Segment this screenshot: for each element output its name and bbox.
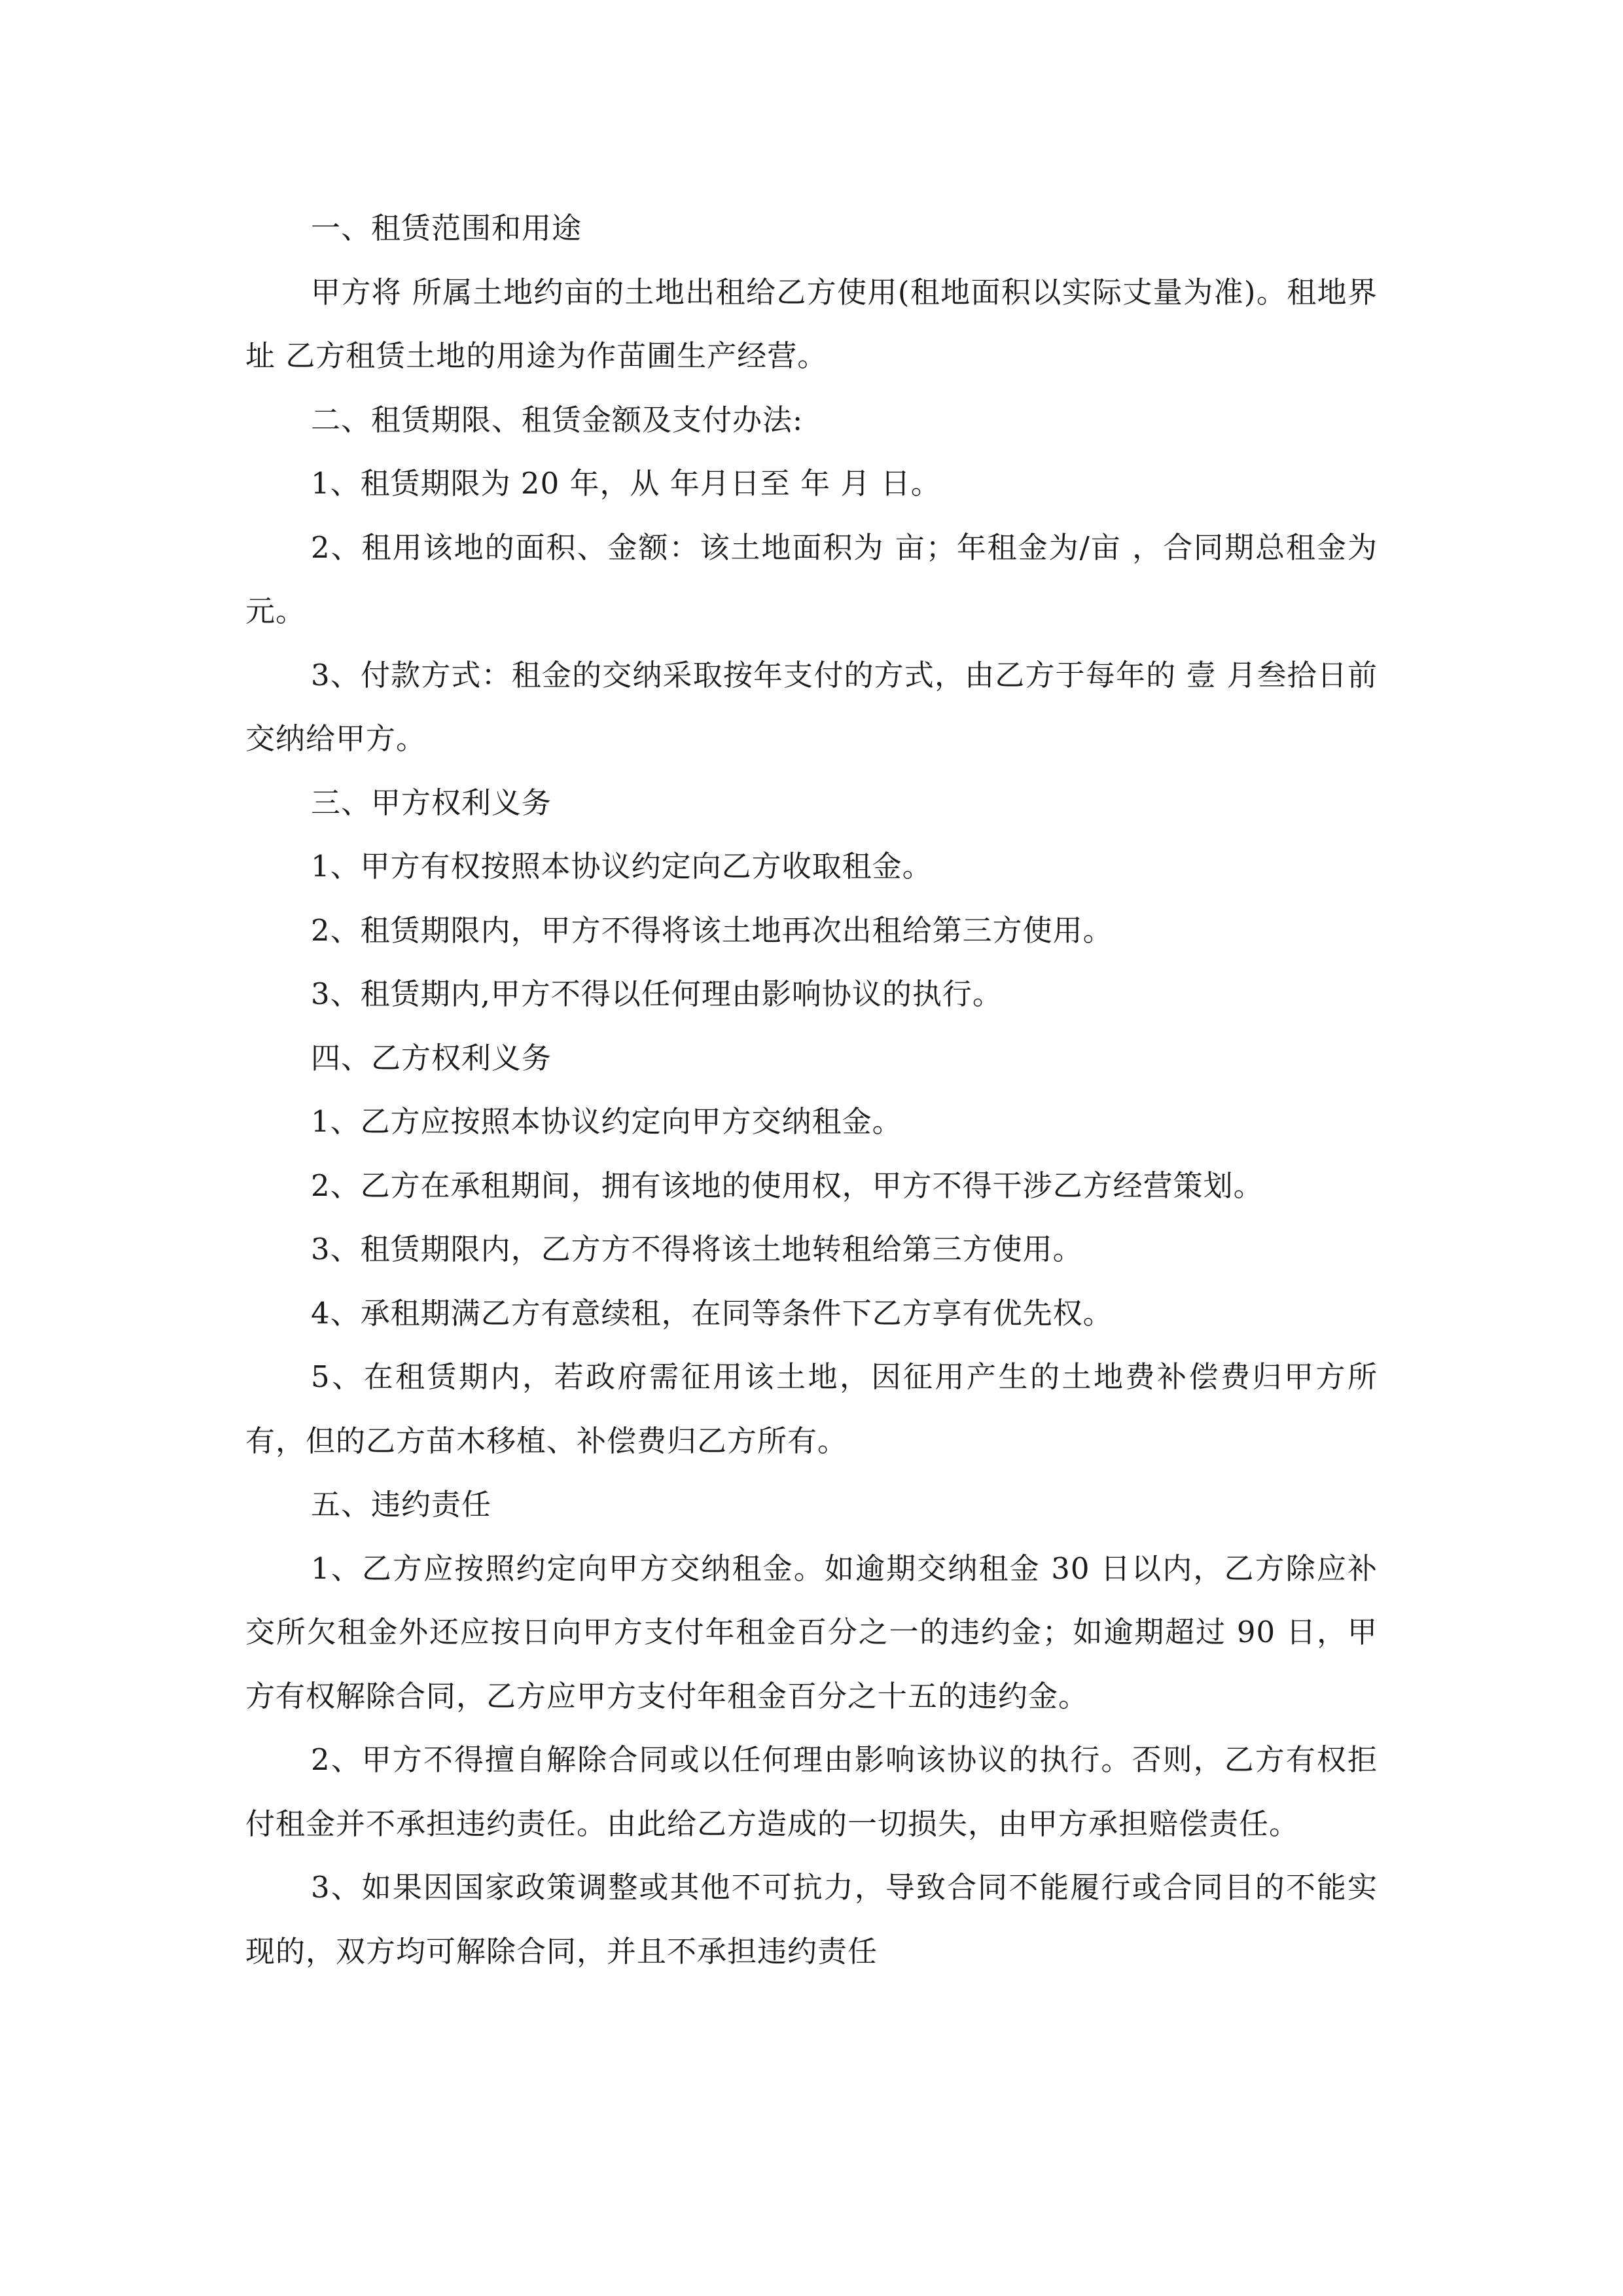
paragraph-1-1: 甲方将 所属土地约亩的土地出租给乙方使用(租地面积以实际丈量为准)。租地界址 乙方租赁土地的用途为作苗圃生产经营。 (245, 274, 1378, 373)
paragraph-5-2: 2、甲方不得擅自解除合同或以任何理由影响该协议的执行。否则，乙方有权拒付租金并不承担违约责任。由此给乙方造成的一切损失，由甲方承担赔偿责任。 (245, 1742, 1378, 1841)
section-heading-3: 三、甲方权利义务 (311, 785, 552, 820)
paragraph-3-1: 1、甲方有权按照本协议约定向乙方收取租金。 (311, 849, 933, 884)
paragraph-2-2: 2、租用该地的面积、金额：该土地面积为 亩；年租金为/亩 ，合同期总租金为 元。 (245, 529, 1378, 628)
paragraph-2-1: 1、租赁期限为 20 年，从 年月日至 年 月 日。 (311, 466, 941, 501)
paragraph-4-1: 1、乙方应按照本协议约定向甲方交纳租金。 (311, 1104, 902, 1139)
paragraph-4-5: 5、在租赁期内，若政府需征用该土地，因征用产生的土地费补偿费归甲方所有，但的乙方苗木移植、补偿费归乙方所有。 (245, 1359, 1378, 1458)
paragraph-5-3: 3、如果因国家政策调整或其他不可抗力，导致合同不能履行或合同目的不能实现的，双方均可解除合同，并且不承担违约责任 (245, 1870, 1378, 1969)
paragraph-4-4: 4、承租期满乙方有意续租，在同等条件下乙方享有优先权。 (311, 1295, 1113, 1331)
paragraph-2-3: 3、付款方式：租金的交纳采取按年支付的方式，由乙方于每年的 壹 月叁拾日前交纳给甲方。 (245, 657, 1378, 756)
section-heading-4: 四、乙方权利义务 (311, 1040, 552, 1075)
paragraph-3-3: 3、租赁期内,甲方不得以任何理由影响协议的执行。 (311, 977, 1003, 1011)
section-heading-1: 一、租赁范围和用途 (311, 211, 582, 245)
paragraph-3-2: 2、租赁期限内，甲方不得将该土地再次出租给第三方使用。 (311, 912, 1113, 948)
document-body (245, 196, 1378, 1983)
paragraph-4-2: 2、乙方在承租期间，拥有该地的使用权，甲方不得干涉乙方经营策划。 (311, 1168, 1264, 1203)
paragraph-4-3: 3、租赁期限内，乙方方不得将该土地转租给第三方使用。 (311, 1232, 1083, 1266)
section-heading-2: 二、租赁期限、租赁金额及支付办法: (311, 402, 804, 437)
section-heading-5: 五、违约责任 (311, 1487, 492, 1522)
paragraph-5-1: 1、乙方应按照约定向甲方交纳租金。如逾期交纳租金 30 日以内，乙方除应补交所欠租金外还应按日向甲方支付年租金百分之一的违约金；如逾期超过 90 日，甲方有权解除合同，乙方应甲方支付年租金百分之十五的违约金。 (245, 1551, 1378, 1713)
